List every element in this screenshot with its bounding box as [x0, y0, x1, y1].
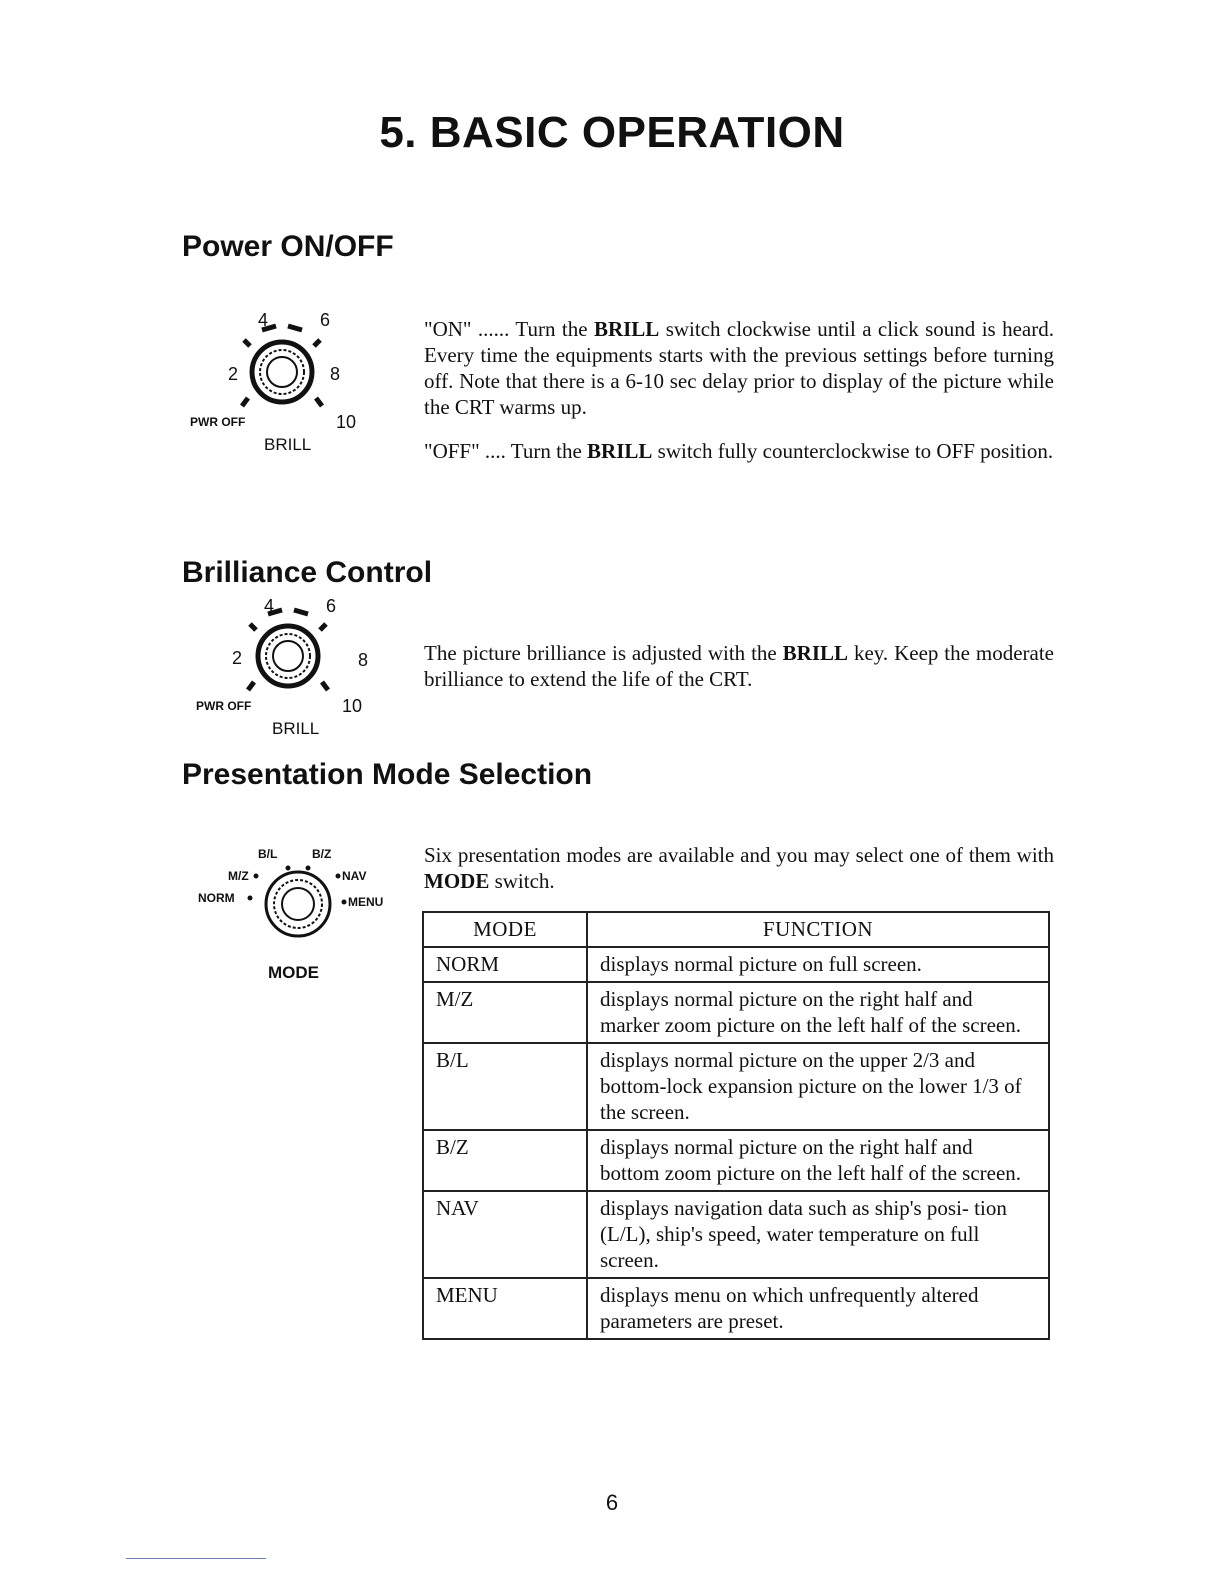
knob-label-pwr-off: PWR OFF — [196, 699, 252, 713]
function-cell: displays normal picture on the right half and bottom zoom picture on the left half of the screen. — [587, 1130, 1049, 1191]
power-off-text: "OFF" .... Turn the BRILL switch fully counterclockwise to OFF position. — [424, 439, 1054, 463]
power-on-text: "ON" ...... Turn the BRILL switch clockwise until a click sound is heard. Every time the equipments starts with the previous settings before turning off. Note that there is a 6-10 sec delay prior to display of the picture while the CRT warms up. — [424, 317, 1054, 419]
mode-cell: MENU — [423, 1278, 587, 1339]
mode-label-bz: B/Z — [312, 847, 332, 861]
knob-label-2: 2 — [228, 364, 239, 384]
knob-label-10: 10 — [336, 412, 357, 432]
knob-label-4: 4 — [264, 596, 275, 616]
page-title: 5. BASIC OPERATION — [379, 108, 845, 157]
presentation-heading: Presentation Mode Selection — [182, 758, 593, 791]
brilliance-text: The picture brilliance is adjusted with the BRILL key. Keep the moderate brilliance to extend the life of the CRT. — [424, 641, 1055, 691]
mode-cell: NORM — [423, 947, 587, 982]
function-cell: displays navigation data such as ship's posi- tion (L/L), ship's speed, water temperature on full screen. — [587, 1191, 1049, 1278]
knob-label-4: 4 — [258, 310, 269, 330]
mode-cell: B/Z — [423, 1130, 587, 1191]
knob-label-6: 6 — [326, 596, 337, 616]
function-cell: displays normal picture on full screen. — [587, 947, 1049, 982]
table-row — [423, 1191, 1049, 1278]
knob-label-6: 6 — [320, 310, 331, 330]
table-row — [423, 947, 1049, 982]
presentation-text: Six presentation modes are available and you may select one of them with MODE switch. — [424, 843, 1054, 893]
knob-label-10: 10 — [342, 696, 363, 716]
brilliance-heading: Brilliance Control — [182, 556, 433, 589]
mode-knob-caption: MODE — [268, 963, 319, 982]
table-row — [423, 1130, 1049, 1191]
table-row — [423, 1043, 1049, 1130]
knob-label-pwr-off: PWR OFF — [190, 415, 246, 429]
mode-cell: NAV — [423, 1191, 587, 1278]
mode-knob-illustration — [192, 838, 402, 988]
power-heading: Power ON/OFF — [182, 230, 394, 263]
table-header-mode: MODE — [423, 912, 587, 947]
mode-label-bl: B/L — [258, 847, 278, 861]
table-header-function: FUNCTION — [587, 912, 1049, 947]
brill-knob-icon — [248, 610, 328, 690]
mode-function-table — [422, 911, 1050, 1340]
knob-caption: BRILL — [264, 435, 312, 454]
function-cell: displays normal picture on the upper 2/3 and bottom-lock expansion picture on the lower 1/3 of the screen. — [587, 1043, 1049, 1130]
knob-label-8: 8 — [330, 364, 341, 384]
knob-label-8: 8 — [358, 650, 369, 670]
mode-label-mz: M/Z — [228, 869, 249, 883]
brill-knob-icon — [242, 326, 322, 406]
brilliance-knob-illustration — [186, 592, 386, 742]
table-header-row — [423, 912, 1049, 947]
mode-label-menu: MENU — [348, 895, 384, 909]
function-cell: displays menu on which unfrequently altered parameters are preset. — [587, 1278, 1049, 1339]
brill-knob-illustration — [180, 300, 380, 460]
page-number: 6 — [605, 1490, 619, 1515]
function-cell: displays normal picture on the right half and marker zoom picture on the left half of the screen. — [587, 982, 1049, 1043]
footer-rule — [126, 1558, 266, 1559]
mode-cell: B/L — [423, 1043, 587, 1130]
mode-label-nav: NAV — [342, 869, 367, 883]
table-row — [423, 1278, 1049, 1339]
mode-label-norm: NORM — [198, 891, 235, 905]
knob-caption: BRILL — [272, 719, 320, 738]
table-row — [423, 982, 1049, 1043]
knob-label-2: 2 — [232, 648, 243, 668]
mode-knob-icon — [248, 866, 347, 937]
mode-cell: M/Z — [423, 982, 587, 1043]
